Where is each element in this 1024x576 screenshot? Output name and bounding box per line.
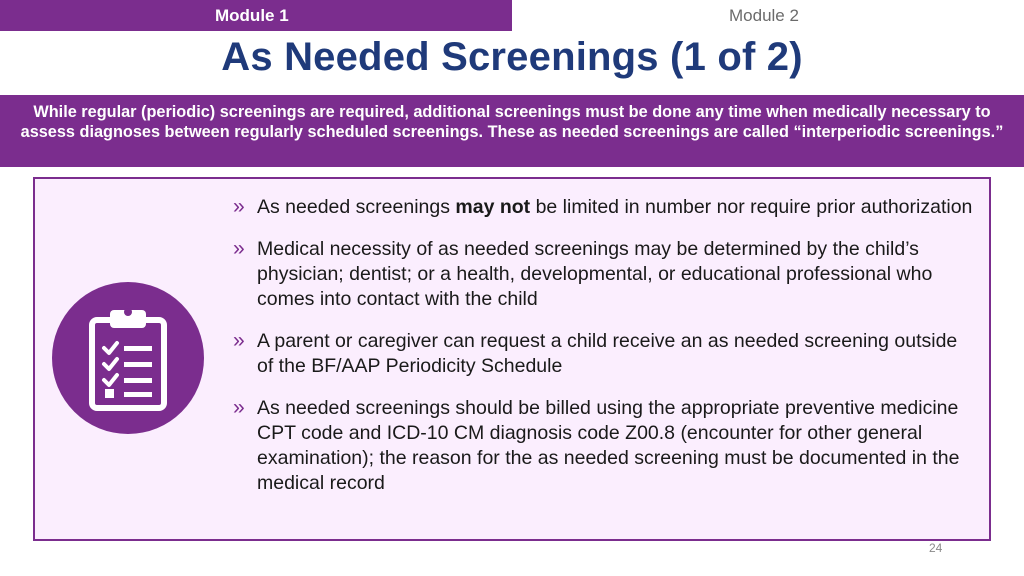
bullet-list: [233, 195, 973, 513]
bullet-text: A parent or caregiver can request a child receive an as needed screening outside of the BF/AAP Periodicity Schedule: [257, 330, 958, 377]
bullet-marker: »: [233, 329, 245, 352]
bullet-item: [233, 195, 973, 220]
tab-module-1[interactable]: [0, 0, 512, 31]
bullet-item: [233, 396, 973, 496]
clipboard-checklist-icon: [52, 282, 204, 434]
bullet-marker: »: [233, 195, 245, 218]
bullet-text-start: As needed screenings: [257, 196, 456, 218]
bullet-item: [233, 329, 973, 379]
bullet-text: As needed screenings should be billed using the appropriate preventive medicine CPT code and ICD-10 CM diagnosis code Z00.8 (encounter for other general examination); the reason for the as needed screening must be documented in the medical record: [257, 397, 960, 494]
page-number: 24: [929, 541, 943, 555]
page-title: As Needed Screenings (1 of 2): [221, 35, 803, 79]
bullet-text: Medical necessity of as needed screenings may be determined by the child’s physician; dentist; or a health, developmental, or educational professional who comes into contact with the child: [257, 238, 933, 310]
clipboard-svg: [52, 282, 204, 434]
intro-banner: [0, 95, 1024, 167]
intro-banner-text: While regular (periodic) screenings are required, additional screenings must be done any time when medically necessary to assess diagnoses between regularly scheduled screenings. These as needed screenings are called “interperiodic screenings.”: [20, 103, 1004, 141]
tab-module-2[interactable]: [512, 0, 1024, 31]
bullet-item: [233, 237, 973, 312]
bullet-text-end: be limited in number nor require prior authorization: [530, 196, 973, 218]
module-tab-bar: [0, 0, 1024, 31]
tab-module-1-label: Module 1: [215, 5, 289, 25]
bullet-marker: »: [233, 396, 245, 419]
bullet-marker: »: [233, 237, 245, 260]
bullet-emphasis: may not: [455, 196, 531, 218]
tab-module-2-label: Module 2: [729, 5, 799, 25]
